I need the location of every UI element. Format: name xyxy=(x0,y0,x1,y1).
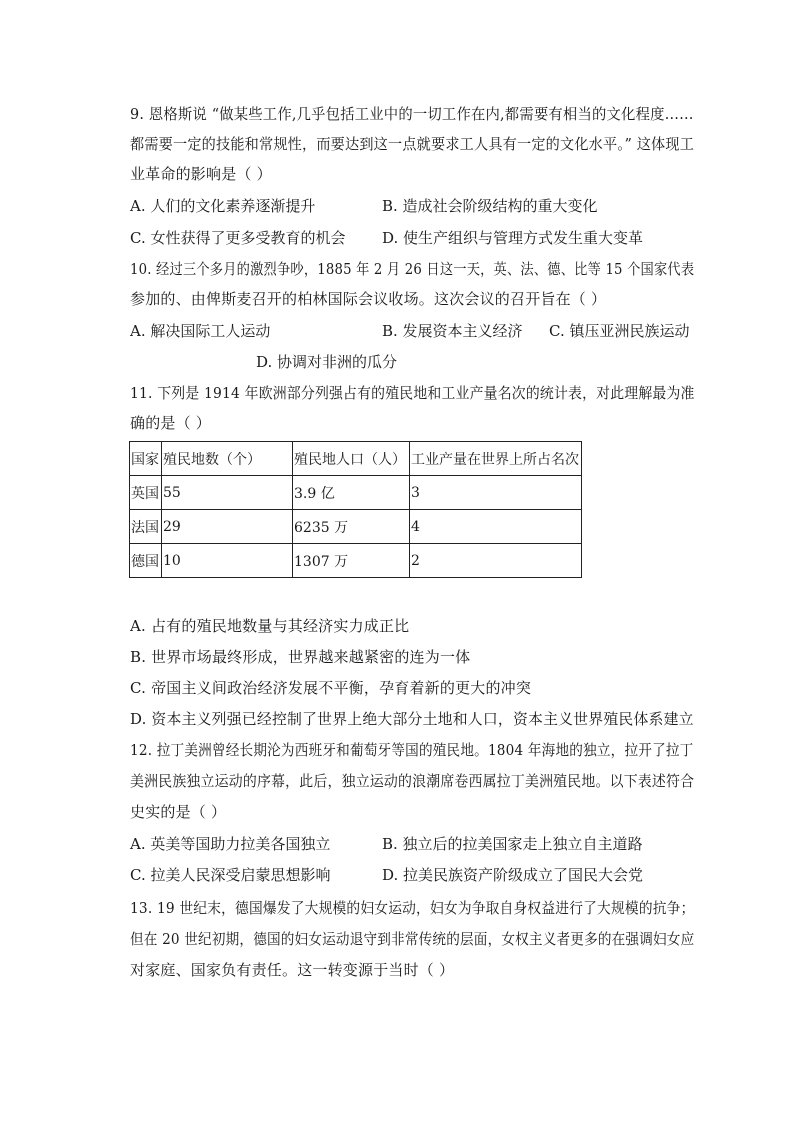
table-header-cell: 国家 xyxy=(130,442,162,476)
q12-option-d: D. 拉美民族资产阶级成立了国民大会党 xyxy=(382,866,644,884)
q10-stem-line-2: 参加的、由俾斯麦召开的柏林国际会议收场。这次会议的召开旨在（ ） xyxy=(130,290,607,308)
q12-option-b: B. 独立后的拉美国家走上独立自主道路 xyxy=(382,835,643,853)
q10-option-d: D. 协调对非洲的瓜分 xyxy=(256,353,398,371)
table-cell: 英国 xyxy=(130,476,162,510)
q13-stem-line-2: 但在 20 世纪初期，德国的妇女运动退守到非常传统的层面，女权主义者更多的在强调妇女应 xyxy=(130,930,695,948)
q9-option-c: C. 女性获得了更多受教育的机会 xyxy=(130,229,346,247)
table-cell: 3 xyxy=(410,476,582,510)
q12-option-c: C. 拉美人民深受启蒙思想影响 xyxy=(130,866,331,884)
q11-option-a: A. 占有的殖民地数量与其经济实力成正比 xyxy=(130,617,410,635)
table-cell: 55 xyxy=(162,476,293,510)
q9-option-b: B. 造成社会阶级结构的重大变化 xyxy=(382,197,598,215)
colony-statistics-table xyxy=(129,441,582,578)
table-cell: 10 xyxy=(162,544,293,578)
q10-stem-line-1: 10. 经过三个多月的激烈争吵，1885 年 2 月 26 日这一天，英、法、德、比等 15 个国家代表 xyxy=(130,260,695,278)
table-header-cell: 殖民地人口（人） xyxy=(293,442,410,476)
q9-stem-line-1: 9. 恩格斯说 “做某些工作,几乎包括工业中的一切工作在内,都需要有相当的文化程度…… xyxy=(130,105,694,123)
q10-option-b: B. 发展资本主义经济 xyxy=(382,322,523,340)
q9-stem-line-3: 业革命的影响是（ ） xyxy=(130,165,272,183)
q13-stem-line-1: 13. 19 世纪末，德国爆发了大规模的妇女运动，妇女为争取自身权益进行了大规模的抗争； xyxy=(130,899,695,917)
table-header-cell: 殖民地数（个） xyxy=(162,442,293,476)
table-cell: 法国 xyxy=(130,510,162,544)
q13-stem-line-3: 对家庭、国家负有责任。这一转变源于当时（ ） xyxy=(130,961,455,979)
table-row xyxy=(130,476,582,510)
q12-stem-line-1: 12. 拉丁美洲曾经长期沦为西班牙和葡萄牙等国的殖民地。1804 年海地的独立，拉开了拉丁 xyxy=(130,741,694,759)
table-cell: 德国 xyxy=(130,544,162,578)
q11-stem-line-2: 确的是（ ） xyxy=(130,414,211,432)
table-cell: 1307 万 xyxy=(293,544,410,578)
q11-stem-line-1: 11. 下列是 1914 年欧洲部分列强占有的殖民地和工业产量名次的统计表，对此理解最为准 xyxy=(130,384,695,402)
table-row xyxy=(130,544,582,578)
q12-stem-line-2: 美洲民族独立运动的序幕，此后，独立运动的浪潮席卷西属拉丁美洲殖民地。以下表述符合 xyxy=(130,772,695,790)
q12-option-a: A. 英美等国助力拉美各国独立 xyxy=(130,835,331,853)
table-cell: 4 xyxy=(410,510,582,544)
table-row xyxy=(130,510,582,544)
table-cell: 6235 万 xyxy=(293,510,410,544)
q10-option-c: C. 镇压亚洲民族运动 xyxy=(549,322,690,340)
q11-option-c: C. 帝国主义间政治经济发展不平衡，孕育着新的更大的冲突 xyxy=(130,679,532,697)
q9-stem-line-2: 都需要一定的技能和常规性，而要达到这一点就要求工人具有一定的文化水平。” 这体现工 xyxy=(130,135,695,153)
table-cell: 2 xyxy=(410,544,582,578)
q11-option-d: D. 资本主义列强已经控制了世界上绝大部分土地和人口，资本主义世界殖民体系建立 xyxy=(130,710,694,728)
q9-option-a: A. 人们的文化素养逐渐提升 xyxy=(130,197,316,215)
q12-stem-line-3: 史实的是（ ） xyxy=(130,803,227,821)
q11-option-b: B. 世界市场最终形成，世界越来越紧密的连为一体 xyxy=(130,648,471,666)
table-header-cell: 工业产量在世界上所占名次 xyxy=(410,442,582,476)
table-header-row xyxy=(130,442,582,476)
q10-option-a: A. 解决国际工人运动 xyxy=(130,322,271,340)
table-cell: 3.9 亿 xyxy=(293,476,410,510)
q9-option-d: D. 使生产组织与管理方式发生重大变革 xyxy=(382,229,644,247)
table-cell: 29 xyxy=(162,510,293,544)
